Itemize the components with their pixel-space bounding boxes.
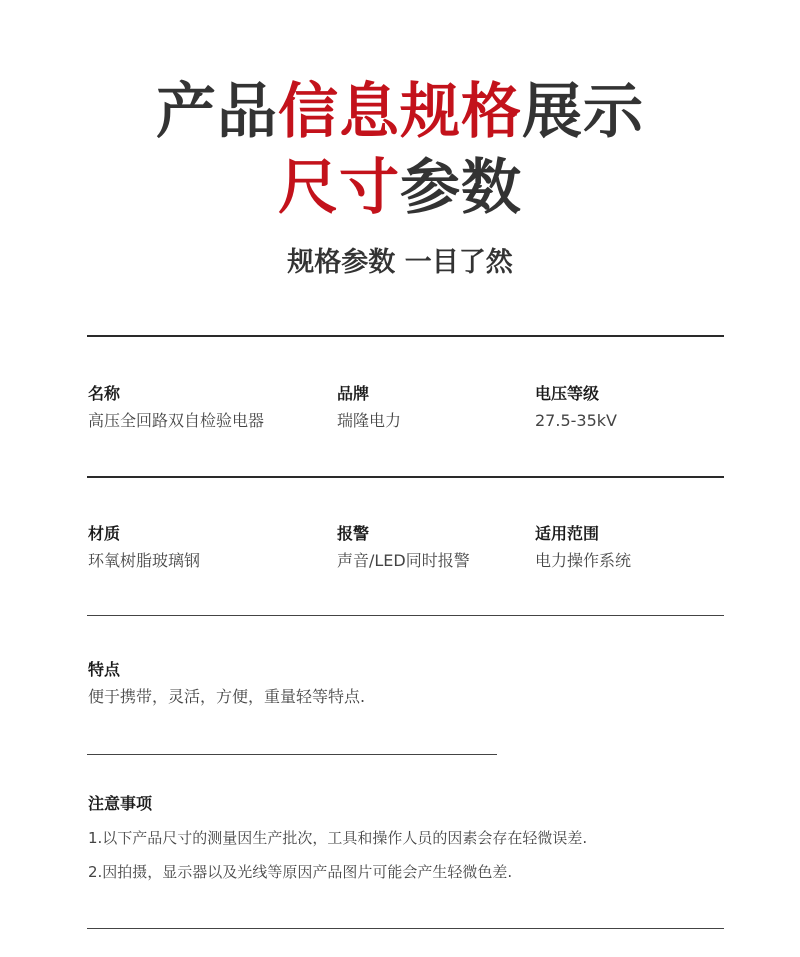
page-title-line-2 [0, 152, 800, 224]
spec-label-name: 名称 [88, 384, 121, 403]
title-text-params: 参数 [400, 153, 522, 223]
spec-label-material: 材质 [88, 524, 121, 543]
title-text-products: 产品 [156, 77, 278, 147]
divider-bottom [87, 928, 724, 929]
note-item-2: 2.因拍摄，显示器以及光线等原因产品图片可能会产生轻微色差. [88, 863, 513, 881]
features-value: 便于携带，灵活，方便，重量轻等特点. [88, 687, 366, 706]
divider-features [87, 754, 497, 755]
spec-value-voltage: 27.5-35kV [535, 411, 617, 430]
title-text-info-specs: 信息规格 [278, 77, 522, 147]
spec-label-brand: 品牌 [337, 384, 370, 403]
features-label: 特点 [88, 660, 121, 679]
spec-label-alarm: 报警 [337, 524, 370, 543]
spec-label-voltage: 电压等级 [535, 384, 600, 403]
title-text-display: 展示 [522, 77, 644, 147]
spec-value-material: 环氧树脂玻璃钢 [88, 551, 201, 570]
divider-top [87, 335, 724, 337]
title-text-size: 尺寸 [278, 153, 400, 223]
spec-label-scope: 适用范围 [535, 524, 600, 543]
divider-row-2 [87, 615, 724, 616]
spec-value-name: 高压全回路双自检验电器 [88, 411, 265, 430]
notes-label: 注意事项 [88, 794, 153, 813]
note-item-1: 1.以下产品尺寸的测量因生产批次，工具和操作人员的因素会存在轻微误差. [88, 829, 588, 847]
spec-value-brand: 瑞隆电力 [337, 411, 402, 430]
spec-value-alarm: 声音/LED同时报警 [337, 551, 470, 570]
page-title-line-1 [0, 76, 800, 148]
divider-row-1 [87, 476, 724, 478]
page-subtitle: 规格参数 一目了然 [287, 247, 513, 278]
spec-value-scope: 电力操作系统 [535, 551, 632, 570]
